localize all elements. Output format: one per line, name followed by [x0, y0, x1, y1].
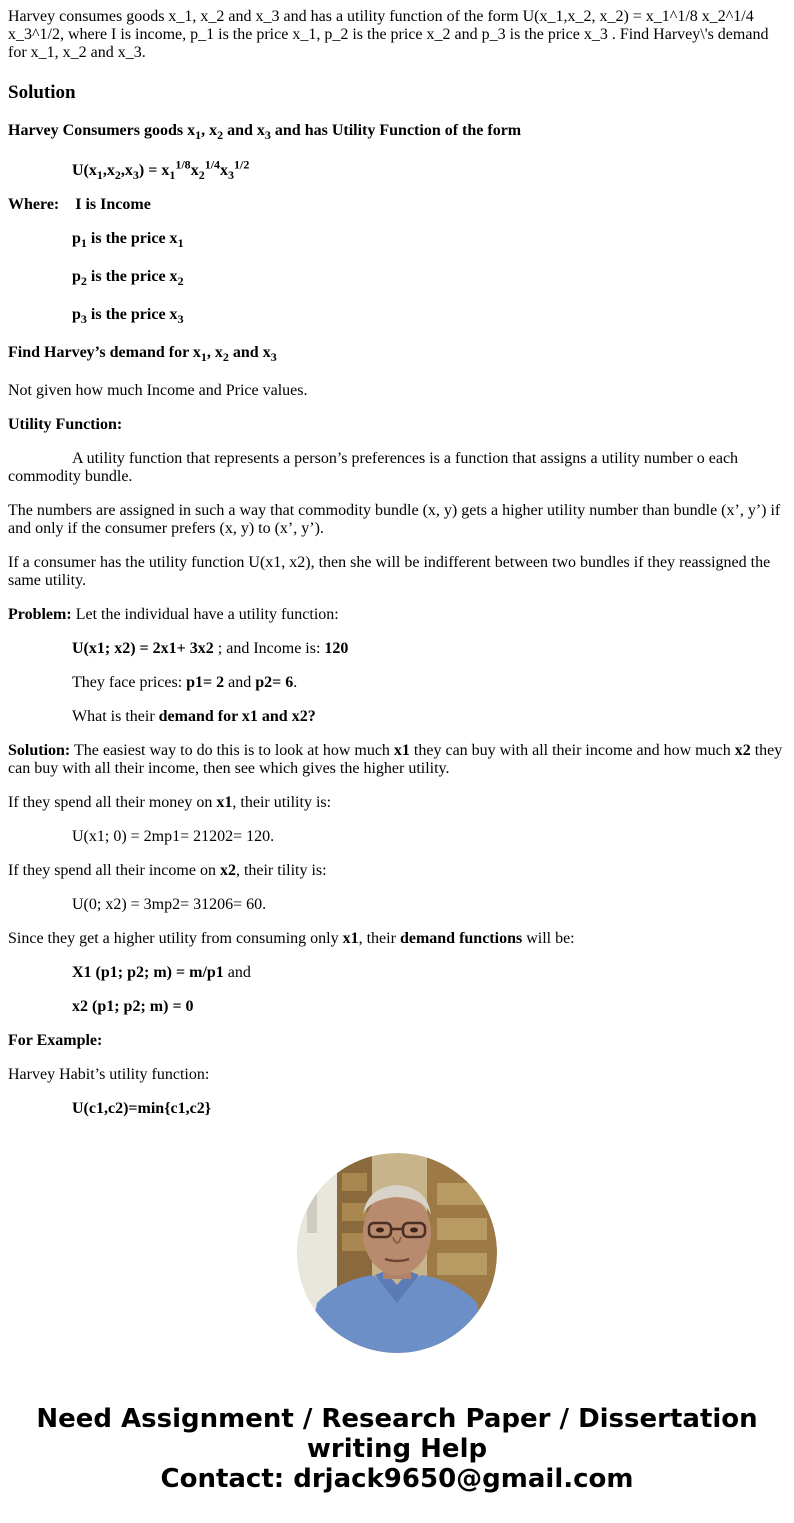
problem-utility: U(x1; x2) = 2x1+ 3x2 ; and Income is: 120 [72, 640, 349, 657]
demand-function-2: x2 (p1; p2; m) = 0 [72, 998, 194, 1015]
spend-x1-line: If they spend all their money on x1, their utility is: [8, 794, 332, 811]
price-line-1: $p_1$ is the price $x_1$ [72, 230, 184, 251]
calc-x2: U(0; x2) = 3mp2= 31206= 60. [72, 896, 267, 913]
definition-paragraph-1: A utility function that represents a person’s preferences is a function that assigns a utility number o each commodity bundle. [8, 450, 739, 485]
definition-paragraph-2: The numbers are assigned in such a way that commodity bundle (x, y) gets a higher utility number than bundle (x’, y’) if and only if the consumer prefers (x, y) to (x’, y’). [8, 502, 781, 537]
problem-prices: They face prices: p1= 2 and p2= 6. [72, 674, 298, 691]
solution-paragraph: Solution: The easiest way to do this is to look at how much x1 they can buy with all their income and how much x2 they can buy with all their income, then see which gives the higher utility. [8, 742, 783, 777]
document-body [8, 8, 784, 1134]
utility-function-heading: Utility Function: [8, 416, 123, 433]
solution-heading: Solution [8, 82, 76, 103]
example-function: U(c1,c2)=min{c1,c2} [72, 1100, 212, 1117]
definition-paragraph-3: If a consumer has the utility function U(x1, x2), then she will be indifferent between two bundles if they reassigned the same utility. [8, 554, 771, 589]
since-line: Since they get a higher utility from consuming only x1, their demand functions will be: [8, 930, 575, 947]
price-line-3: $p_3$ is the price $x_3$ [72, 306, 184, 327]
question-text: Harvey consumes goods x_1, x_2 and x_3 and has a utility function of the form U(x_1,x_2, x_2) = x_1^1/8 x_2^1/4 x_3^1/2, where I is income, p_1 is the price x_1, p_2 is the price x_2 and p_3 is the price x_3 . Find Harvey\'s demand for x_1, x_2 and x_3. [8, 8, 769, 61]
calc-x1: U(x1; 0) = 2mp1= 21202= 120. [72, 828, 275, 845]
footer-line-1: Need Assignment / Research Paper / Dissertation [36, 1404, 758, 1434]
utility-formula: $U(x_1,x_2,x_3) = x_1^{1/8}x_2^{1/4}x_3^{1/2}$ [72, 157, 250, 183]
footer-line-2: writing Help [306, 1434, 488, 1464]
spend-x2-line: If they spend all their income on x2, their tility is: [8, 862, 327, 879]
tutor-avatar [297, 1153, 497, 1353]
intro-line: Harvey Consumers goods $x_1$, $x_2$ and $x_3$ and has Utility Function of the form [8, 122, 522, 143]
example-heading: For Example: [8, 1032, 103, 1049]
problem-line: Problem: Let the individual have a utility function: [8, 606, 339, 623]
price-line-2: $p_2$ is the price $x_2$ [72, 268, 184, 289]
demand-function-1: X1 (p1; p2; m) = m/p1 and [72, 964, 251, 981]
where-line: Where: I is Income [8, 196, 151, 213]
not-given-text: Not given how much Income and Price values. [8, 382, 308, 399]
tutor-photo [297, 1153, 497, 1353]
footer-promo [0, 1404, 794, 1494]
footer-contact: Contact: drjack9650@gmail.com [160, 1464, 634, 1494]
find-line: Find Harvey’s demand for $x_1$, $x_2$ and $x_3$ [8, 344, 277, 365]
example-text: Harvey Habit’s utility function: [8, 1066, 210, 1083]
problem-question: What is their demand for x1 and x2? [72, 708, 316, 725]
